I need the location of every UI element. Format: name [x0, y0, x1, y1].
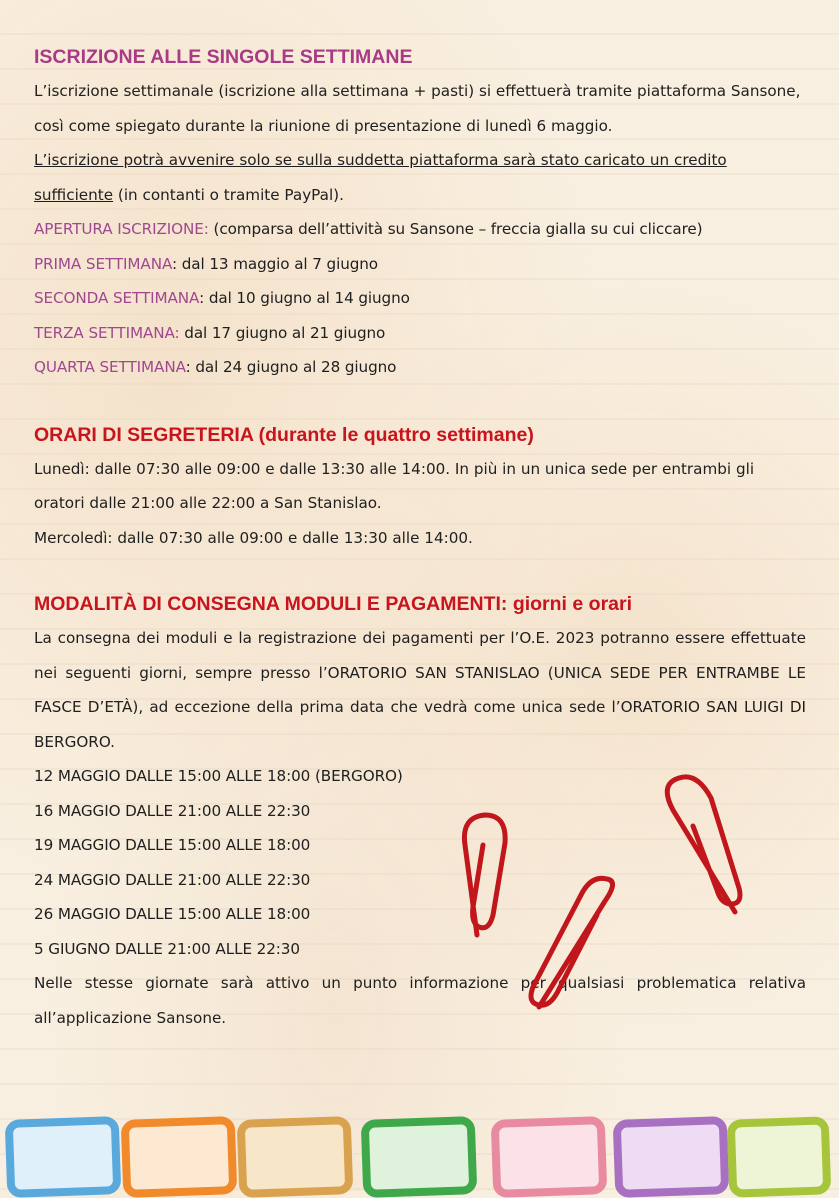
date-item: 26 MAGGIO DALLE 15:00 ALLE 18:00: [34, 905, 311, 923]
schedule-text: : dal 24 giugno al 28 giugno: [185, 358, 397, 376]
schedule-label: SECONDA SETTIMANA: [34, 289, 200, 307]
schedule-row: [34, 281, 806, 316]
date-item: 5 GIUGNO DALLE 21:00 ALLE 22:30: [34, 939, 300, 958]
sticky-note: [5, 1116, 122, 1198]
schedule-text: : dal 10 giugno al 14 giugno: [199, 289, 410, 307]
paperclip-icon: [455, 805, 515, 945]
schedule-list: [34, 212, 806, 385]
consegna-intro: La consegna dei moduli e la registrazione dei pagamenti per l’O.E. 2023 potranno essere effettuate nei seguenti giorni, sempre presso l’ORATORIO SAN STANISLAO (UNICA SEDE PER ENTRAMBE LE FASCE D’ETÀ), ad eccezione della prima data che vedrà come unica sede l’ORATORIO SAN LUIGI DI BERGORO.: [34, 629, 806, 751]
date-item: 12 MAGGIO DALLE 15:00 ALLE 18:00 (BERGORO): [34, 767, 403, 785]
schedule-text: : dal 13 maggio al 7 giugno: [172, 254, 379, 273]
section-spacer: [34, 555, 806, 587]
schedule-label: PRIMA SETTIMANA: [34, 254, 172, 273]
sticky-note: [237, 1116, 354, 1198]
schedule-text: dal 17 giugno al 21 giugno: [179, 323, 386, 342]
section-title-iscrizione: ISCRIZIONE ALLE SINGOLE SETTIMANE: [34, 46, 413, 68]
schedule-label: QUARTA SETTIMANA: [34, 358, 186, 376]
consegna-title-main: MODALITÀ DI CONSEGNA MODULI E PAGAMENTI: [34, 593, 501, 615]
date-item: 24 MAGGIO DALLE 21:00 ALLE 22:30: [34, 870, 311, 889]
credit-requirement: L’iscrizione potrà avvenire solo se sulla suddetta piattaforma sarà stato caricato un credito sufficiente: [34, 151, 727, 204]
sticky-note: [361, 1116, 478, 1198]
schedule-row: [34, 316, 806, 351]
paperclip-icon: [655, 770, 745, 920]
wednesday-hours: Mercoledì: dalle 07:30 alle 09:00 e dalle 13:30 alle 14:00.: [34, 528, 473, 547]
sticky-note: [491, 1116, 608, 1198]
schedule-text: (comparsa dell’attività su Sansone – freccia gialla su cui cliccare): [208, 220, 703, 238]
monday-hours: Lunedì: dalle 07:30 alle 09:00 e dalle 13:30 alle 14:00. In più in un unica sede per entrambi gli oratori dalle 21:00 alle 22:00 a San Stanislao.: [34, 459, 755, 512]
sticky-note: [727, 1116, 832, 1198]
section1-credit-note: [34, 143, 806, 212]
schedule-label: TERZA SETTIMANA:: [34, 323, 180, 342]
consegna-title-suffix: : giorni e orari: [500, 593, 633, 615]
schedule-row: [34, 212, 806, 247]
info-point-note: Nelle stesse giornate sarà attivo un punto informazione per qualsiasi problematica relativa all’applicazione Sansone.: [34, 974, 806, 1027]
schedule-row: [34, 350, 806, 385]
date-item: 16 MAGGIO DALLE 21:00 ALLE 22:30: [34, 801, 311, 820]
sticky-notes-strip: [0, 1110, 839, 1191]
section1-intro: L’iscrizione settimanale (iscrizione alla settimana + pasti) si effettuerà tramite piattaforma Sansone, così come spiegato durante la riunione di presentazione di lunedì 6 maggio.: [34, 82, 801, 135]
schedule-row: [34, 247, 806, 282]
section-title-segreteria: ORARI DI SEGRETERIA (durante le quattro settimane): [34, 423, 534, 446]
sticky-note: [121, 1116, 238, 1198]
section-title-consegna: [34, 587, 806, 621]
date-item: 19 MAGGIO DALLE 15:00 ALLE 18:00: [34, 836, 311, 854]
schedule-label: APERTURA ISCRIZIONE:: [34, 220, 209, 238]
paperclip-icon: [525, 875, 625, 1015]
sticky-note: [613, 1116, 730, 1198]
section-spacer: [34, 385, 806, 418]
credit-payment-methods: (in contanti o tramite PayPal).: [113, 185, 344, 204]
